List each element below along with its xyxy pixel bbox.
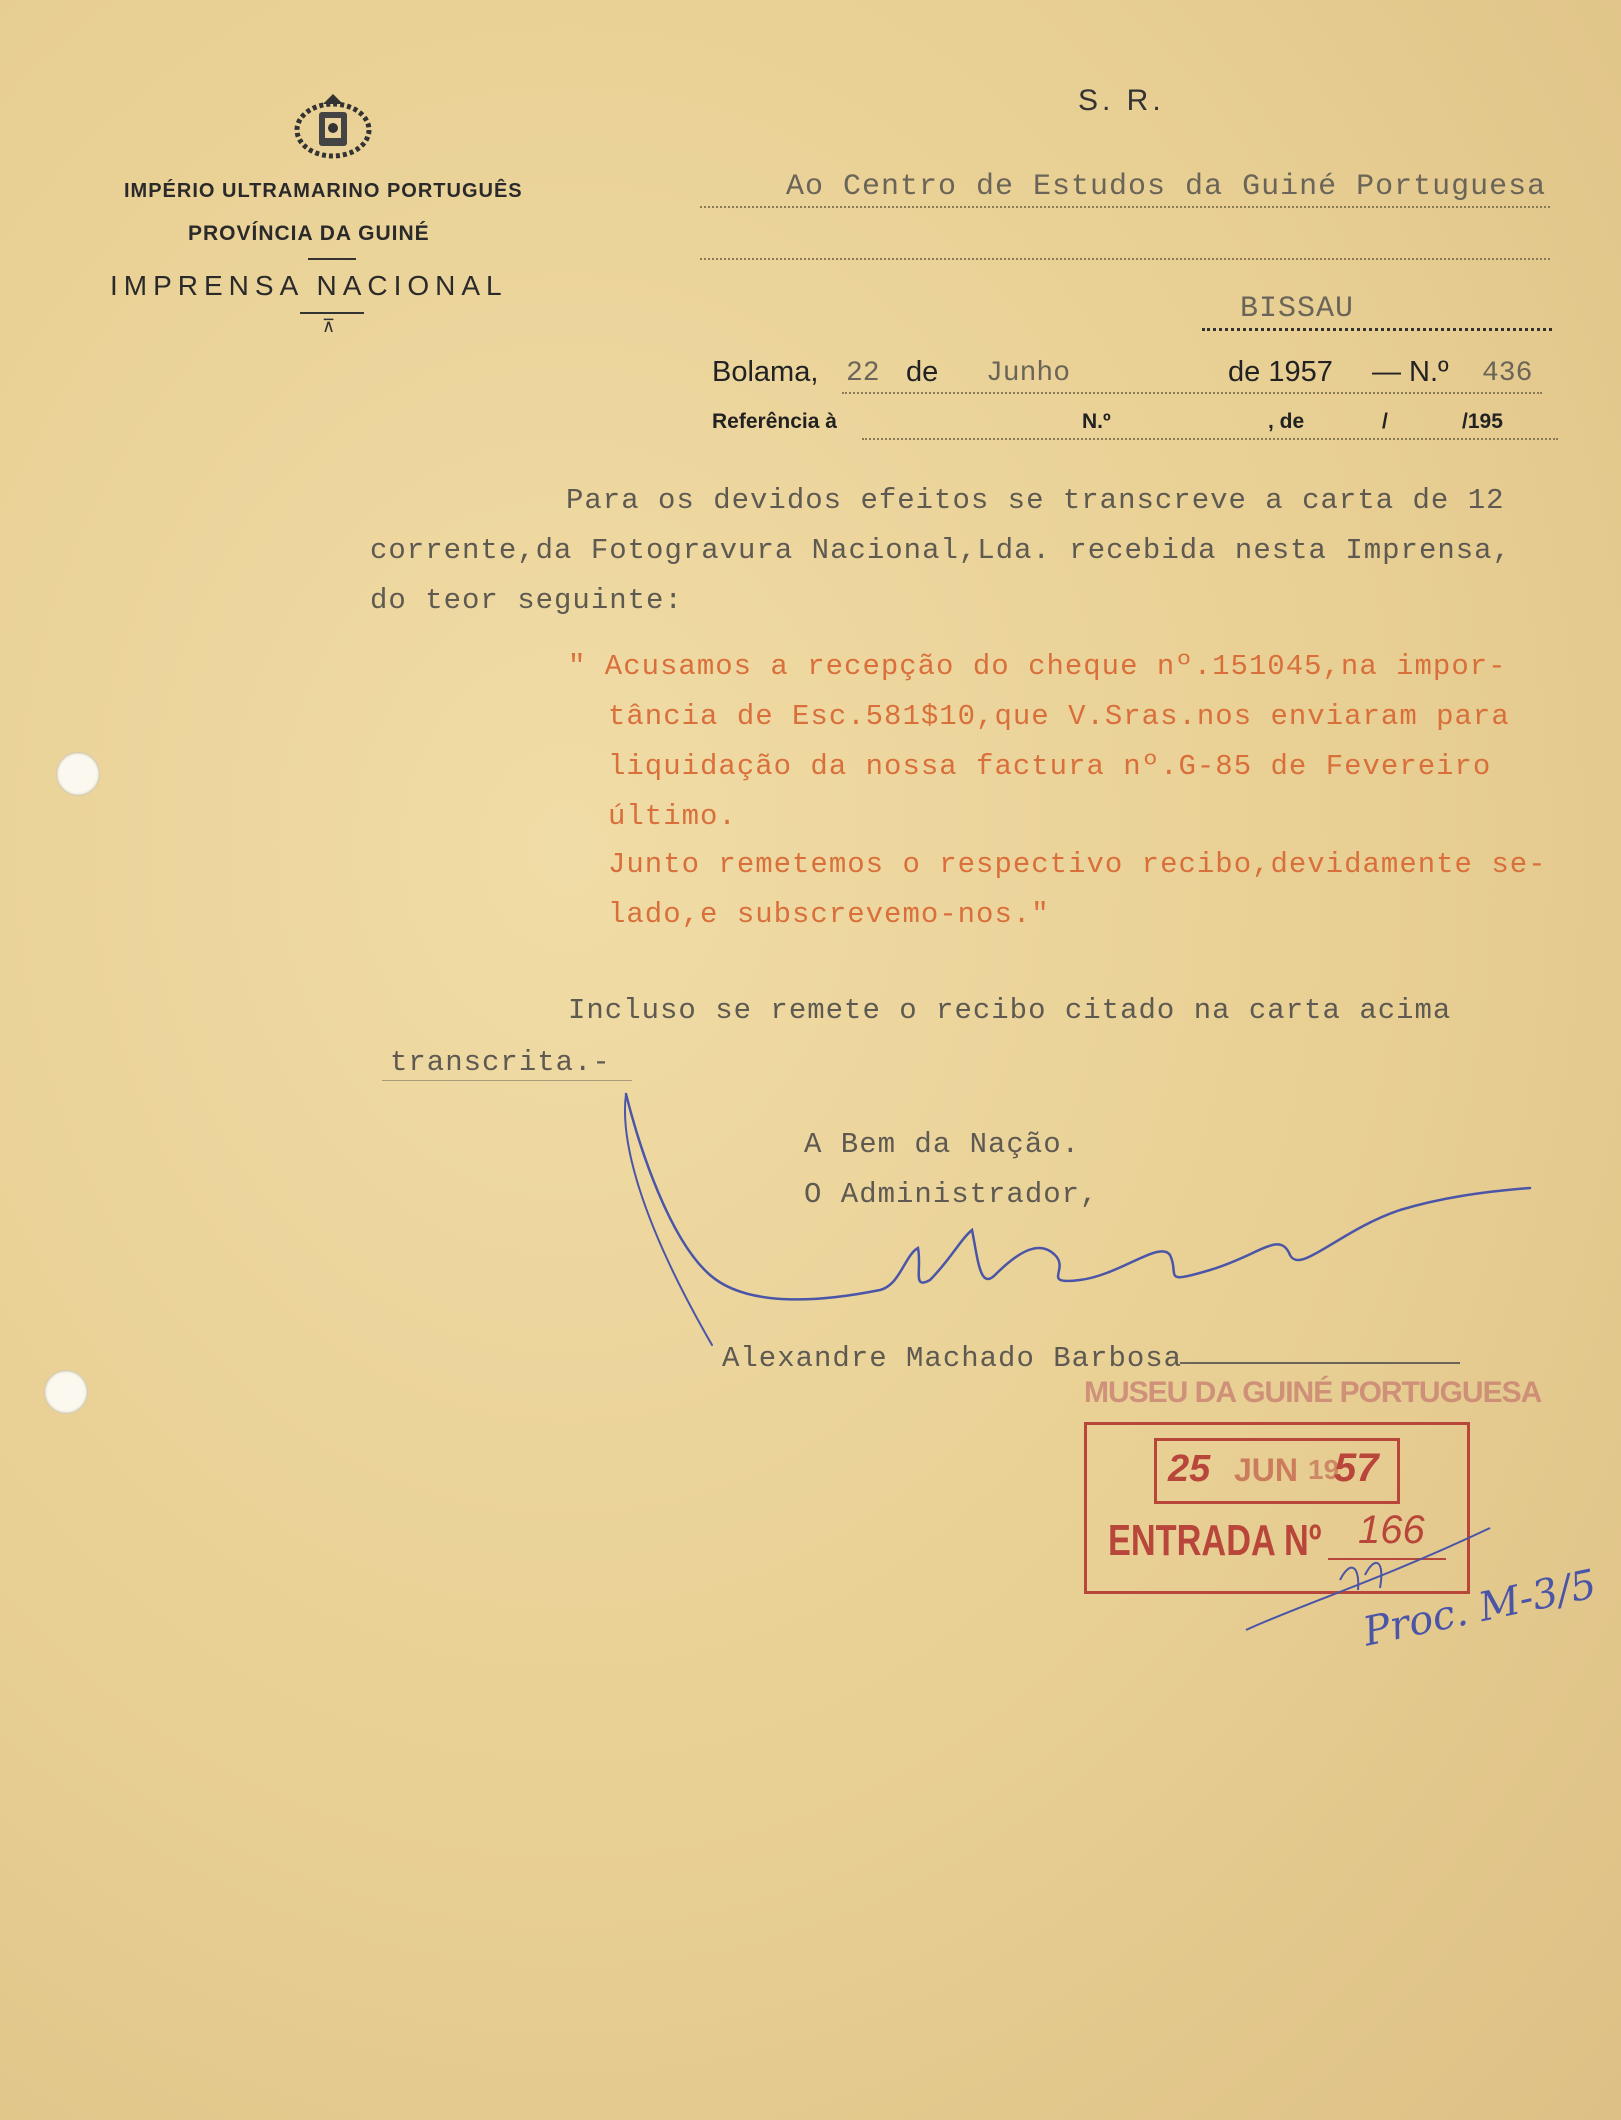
- reference-label: Referência à: [712, 410, 837, 433]
- dateline-place: Bolama,: [712, 356, 819, 388]
- coat-of-arms-icon: [285, 92, 381, 162]
- para2-line2: transcrita.-: [390, 1046, 611, 1079]
- letterhead-empire: IMPÉRIO ULTRAMARINO PORTUGUÊS: [124, 180, 523, 202]
- stamp-year-prefix: 19: [1308, 1454, 1340, 1485]
- quote-line2: tância de Esc.581$10,que V.Sras.nos enviaram para: [608, 700, 1510, 733]
- recipient-dotted-line: [700, 206, 1550, 208]
- para1-line3: do teor seguinte:: [370, 584, 683, 617]
- dateline-number: 436: [1482, 358, 1533, 389]
- signature-scribble: [600, 1080, 1540, 1360]
- reference-dots: [862, 438, 1558, 440]
- letterhead-rule: [300, 312, 364, 314]
- punch-hole-bottom: [44, 1370, 88, 1414]
- dateline-month: Junho: [986, 358, 1071, 389]
- closing-line2: O Administrador,: [804, 1178, 1099, 1211]
- dateline-de: de: [906, 356, 939, 388]
- recipient-line: Ao Centro de Estudos da Guiné Portuguesa: [786, 170, 1547, 204]
- letterhead-imprensa: IMPRENSA NACIONAL: [110, 270, 508, 301]
- recipient-dotted-line-2: [700, 258, 1550, 260]
- stamp-entrada: ENTRADA Nº: [1108, 1516, 1322, 1565]
- handwritten-annotation: Proc. M-3/5: [1359, 1561, 1601, 1656]
- stamp-day: 25: [1168, 1448, 1211, 1490]
- quote-line3: liquidação da nossa factura nº.G-85 de Fevereiro: [608, 750, 1492, 783]
- quote-line6: lado,e subscrevemo-nos.": [608, 898, 1050, 931]
- stamp-header: MUSEU DA GUINÉ PORTUGUESA: [1084, 1376, 1542, 1409]
- dateline-year: de 1957: [1228, 356, 1333, 388]
- para1-line2: corrente,da Fotogravura Nacional,Lda. recebida nesta Imprensa,: [370, 534, 1511, 567]
- reference-de-label: , de: [1268, 410, 1305, 433]
- para1-line1: Para os devidos efeitos se transcreve a carta de 12: [566, 484, 1505, 517]
- para2-line1: Incluso se remete o recibo citado na carta acima: [568, 994, 1452, 1027]
- para2-underline: [382, 1080, 632, 1081]
- letterhead-ornament-icon: ⊼: [322, 316, 336, 336]
- dateline: [712, 356, 1562, 396]
- quote-line1: " Acusamos a recepção do cheque nº.151045,na impor-: [568, 650, 1507, 683]
- dateline-day: 22: [846, 358, 880, 389]
- reference-line: [712, 410, 1562, 444]
- stamp-year: 57: [1334, 1446, 1379, 1490]
- city-underline: [1202, 328, 1552, 331]
- closing-name: Alexandre Machado Barbosa: [722, 1342, 1183, 1375]
- punch-hole-top: [56, 752, 100, 796]
- letterhead-divider: [308, 258, 356, 260]
- reference-year: /195: [1462, 410, 1503, 433]
- closing-line1: A Bem da Nação.: [804, 1128, 1081, 1161]
- stamp-entrada-number: 166: [1358, 1508, 1425, 1552]
- city-line: BISSAU: [1240, 292, 1355, 326]
- letterhead-province: PROVÍNCIA DA GUINÉ: [188, 222, 430, 245]
- sr-label: S. R.: [1078, 84, 1165, 117]
- quote-line4: último.: [608, 800, 737, 833]
- dateline-number-label: — N.º: [1372, 356, 1449, 388]
- dateline-dots: [842, 392, 1542, 394]
- name-strikethrough: [1180, 1362, 1460, 1364]
- reference-n-label: N.º: [1082, 410, 1111, 433]
- reference-slash: /: [1382, 410, 1388, 433]
- stamp-month: JUN: [1234, 1452, 1299, 1488]
- quote-line5: Junto remetemos o respectivo recibo,devidamente se-: [608, 848, 1547, 881]
